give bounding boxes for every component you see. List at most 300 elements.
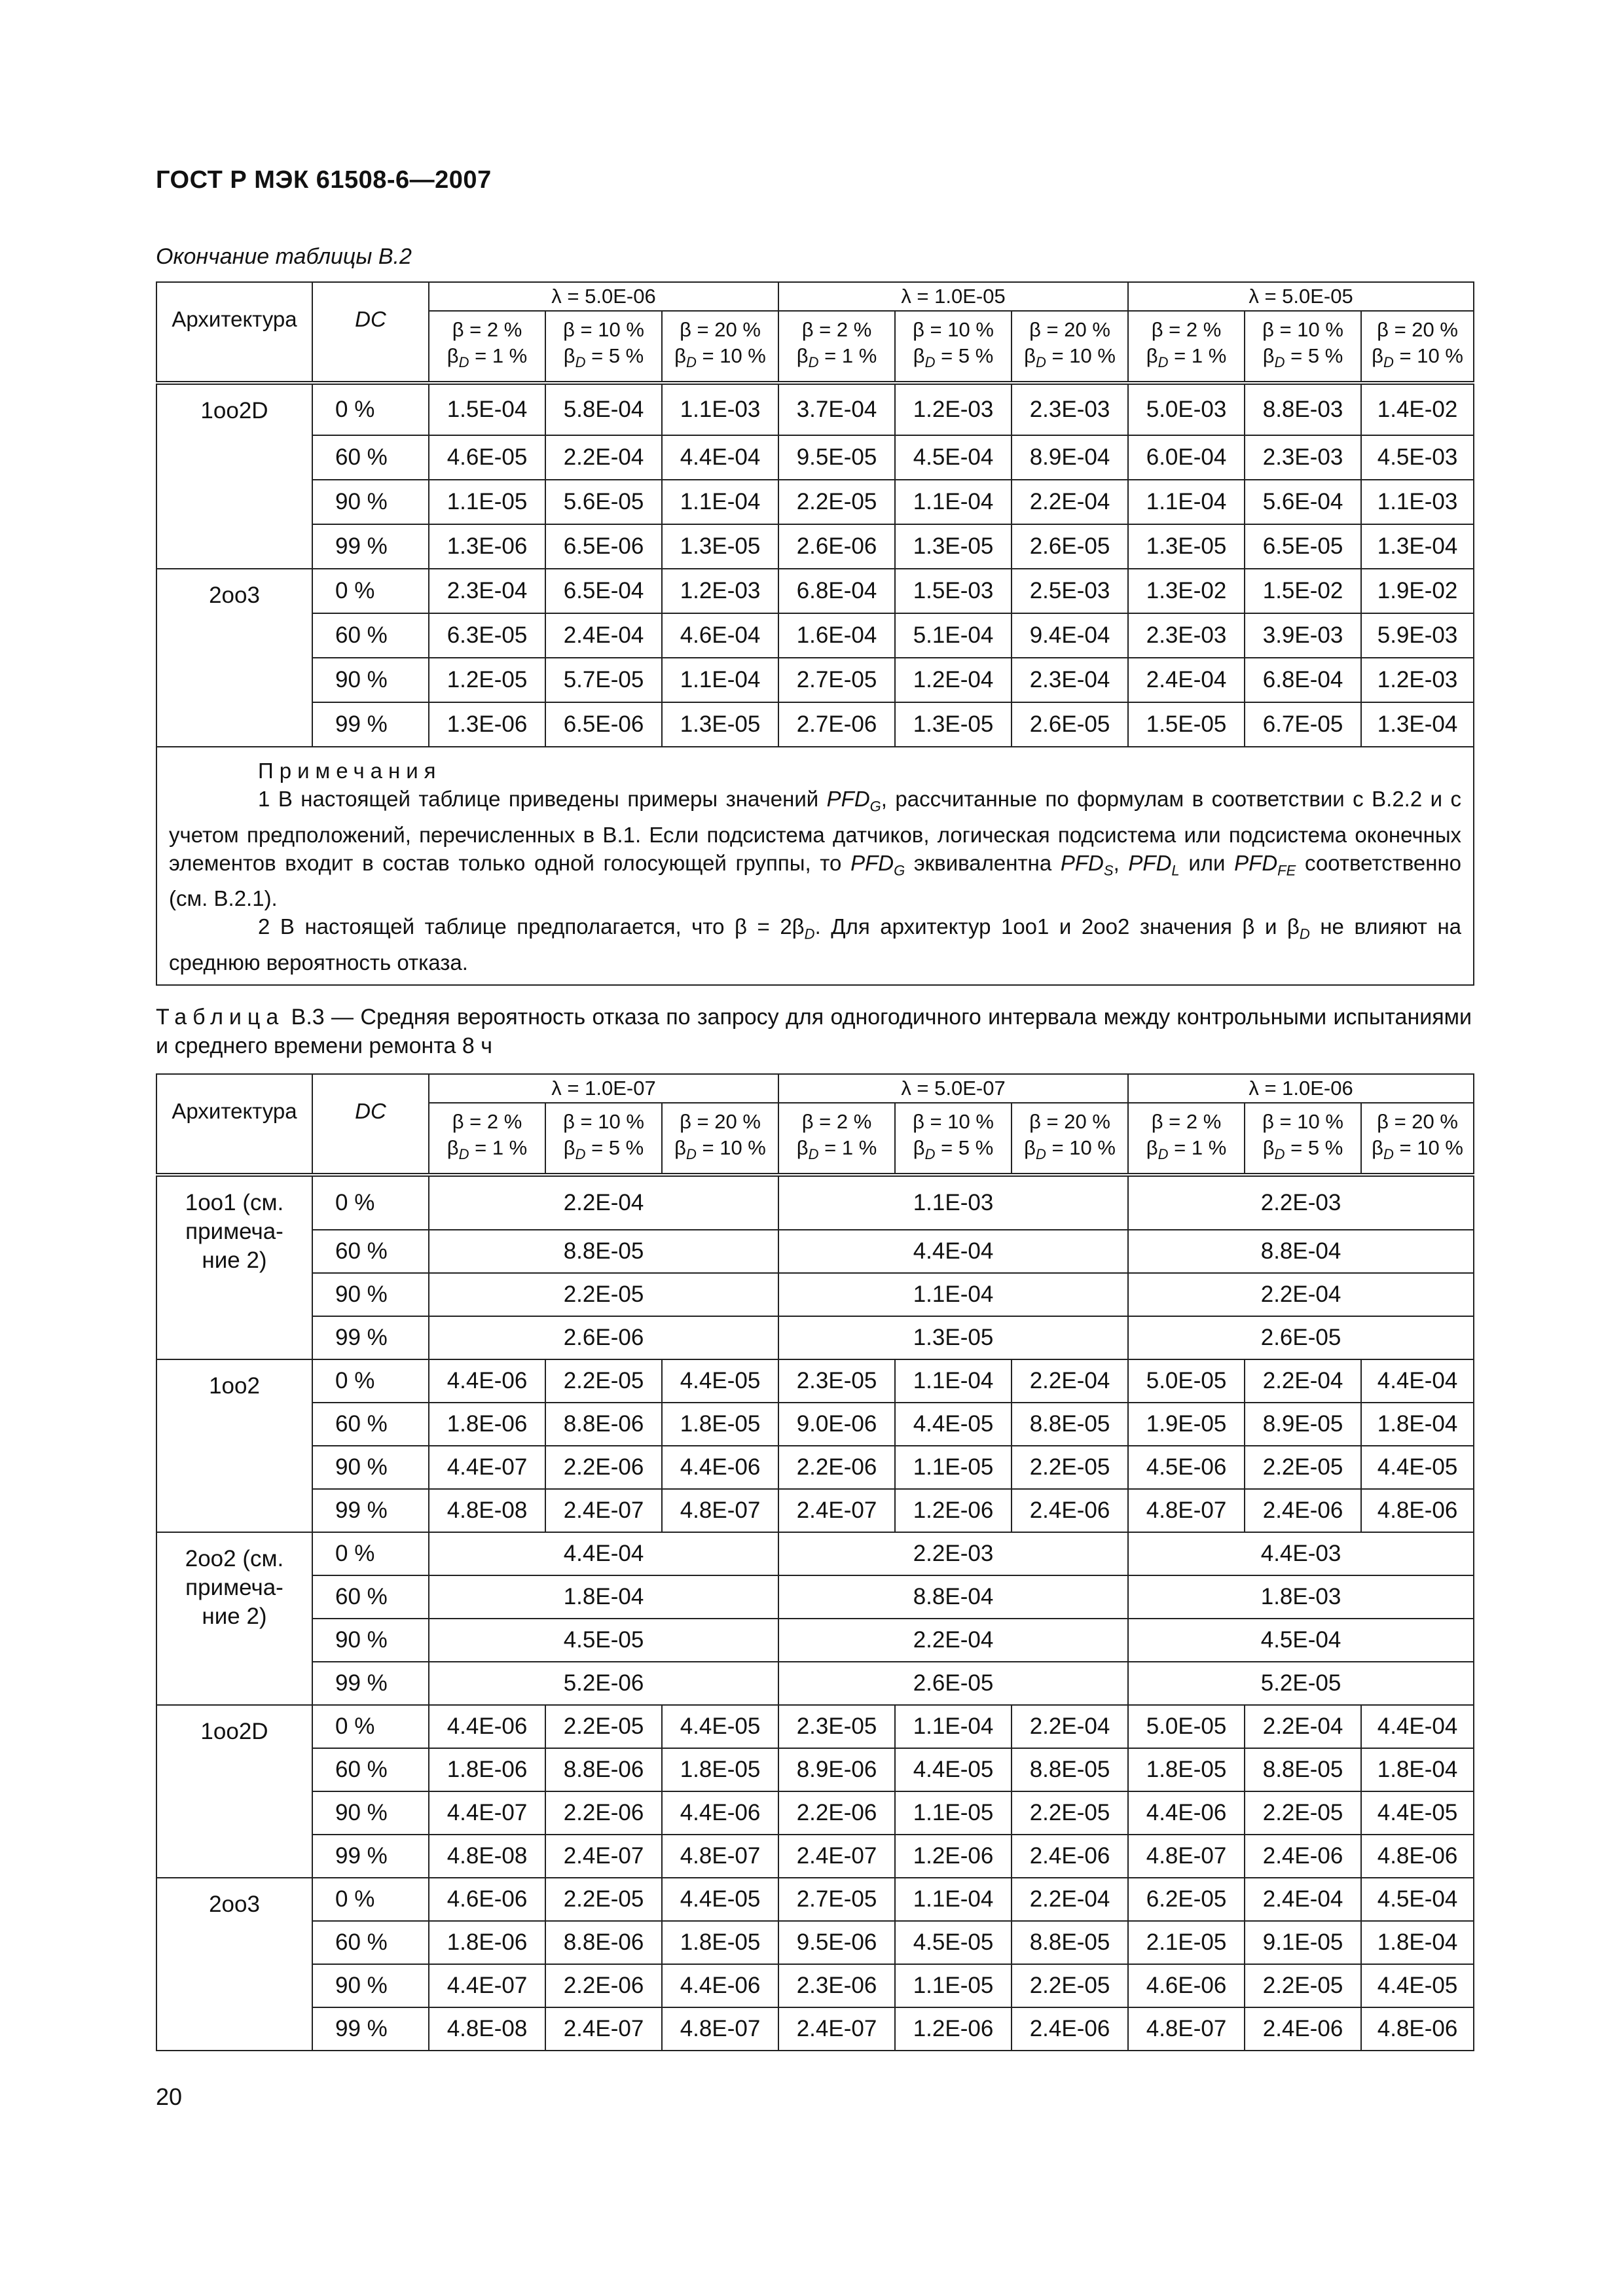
cell-value: 2.2E-05 (1245, 1791, 1361, 1835)
cell-value-merged: 2.2E-03 (778, 1532, 1128, 1575)
cell-value-merged: 2.6E-05 (1128, 1316, 1474, 1359)
note-pfd: PFD (826, 787, 870, 811)
cell-value: 4.8E-06 (1361, 1489, 1474, 1532)
cell-dc: 60 % (312, 1403, 429, 1446)
header-beta-value: β = 2 % (801, 317, 872, 341)
cell-value: 2.2E-05 (1012, 1446, 1128, 1489)
cell-value: 1.3E-06 (429, 702, 545, 747)
cell-dc: 60 % (312, 1921, 429, 1964)
cell-value: 4.4E-06 (662, 1791, 778, 1835)
header-beta-value: β = 2 % (452, 317, 522, 341)
header-beta-cell (429, 1103, 545, 1175)
cell-value: 1.6E-04 (778, 613, 895, 658)
cell-value: 6.8E-04 (1245, 658, 1361, 702)
cell-value: 1.8E-05 (662, 1748, 778, 1791)
cell-value: 1.2E-03 (662, 569, 778, 613)
cell-value: 4.8E-06 (1361, 2007, 1474, 2051)
cell-value: 2.2E-05 (545, 1359, 662, 1403)
cell-value: 8.8E-05 (1245, 1748, 1361, 1791)
cell-value: 4.8E-07 (662, 1489, 778, 1532)
cell-value: 6.8E-04 (778, 569, 895, 613)
cell-value: 5.6E-05 (545, 480, 662, 524)
header-architecture: Архитектура (156, 282, 312, 383)
page-number: 20 (156, 2083, 183, 2110)
cell-value: 6.0E-04 (1128, 435, 1245, 480)
cell-value: 1.2E-06 (895, 2007, 1012, 2051)
cell-value: 9.5E-06 (778, 1921, 895, 1964)
beta-subscript-d: D (1383, 354, 1394, 371)
header-beta-value: β = 10 % (913, 1109, 994, 1133)
notes-row (156, 747, 1474, 985)
note-text: или (1179, 850, 1235, 875)
cell-dc: 0 % (312, 569, 429, 613)
cell-value: 2.2E-05 (1245, 1964, 1361, 2007)
cell-value-merged: 5.2E-05 (1128, 1662, 1474, 1705)
cell-value: 1.8E-06 (429, 1748, 545, 1791)
beta-subscript-d: D (1036, 354, 1046, 371)
cell-value: 4.4E-06 (662, 1964, 778, 2007)
header-beta-d (1012, 343, 1127, 376)
cell-value: 6.5E-05 (1245, 524, 1361, 569)
beta-symbol: β (796, 344, 809, 367)
table-row (156, 1619, 1474, 1662)
cell-value-merged: 4.4E-04 (778, 1230, 1128, 1273)
header-beta-cell (1245, 311, 1361, 383)
notes-cell (156, 747, 1474, 985)
cell-value: 2.2E-04 (1012, 1878, 1128, 1921)
beta-subscript-d: D (685, 354, 697, 371)
beta-subscript-d: D (1158, 1146, 1169, 1163)
cell-value: 1.3E-04 (1361, 702, 1474, 747)
note-pfd: PFD (1234, 850, 1278, 875)
table-row (156, 1964, 1474, 2007)
header-beta-d (1012, 1135, 1127, 1168)
cell-value-merged: 4.4E-04 (429, 1532, 778, 1575)
cell-value: 1.1E-05 (895, 1964, 1012, 2007)
header-beta-value: β = 10 % (563, 1109, 644, 1133)
note-text: , рассчитанные по формулам в соответствии с В.2.2 и с учетом предположений, перечисленных в В.1. Если подсистема датчиков, логическая подсистема или подсистема оконечных элементов входит в состав только одной голосующей группы, то (169, 787, 1462, 875)
cell-value: 6.5E-06 (545, 524, 662, 569)
cell-value: 2.2E-06 (545, 1964, 662, 2007)
note-subscript: G (894, 862, 905, 879)
header-row-lambda (156, 1074, 1474, 1103)
cell-dc: 99 % (312, 1662, 429, 1705)
cell-value: 4.8E-07 (662, 1835, 778, 1878)
cell-value: 4.4E-04 (1361, 1359, 1474, 1403)
cell-value: 1.3E-05 (895, 524, 1012, 569)
beta-symbol: β (913, 1136, 925, 1159)
cell-value-merged: 5.2E-06 (429, 1662, 778, 1705)
cell-value: 8.8E-05 (1012, 1921, 1128, 1964)
header-lambda-group: λ = 1.0E-07 (429, 1074, 778, 1103)
cell-value: 4.5E-04 (1361, 1878, 1474, 1921)
header-beta-d (779, 1135, 894, 1168)
cell-value-merged: 1.1E-03 (778, 1175, 1128, 1230)
cell-value-merged: 2.2E-04 (778, 1619, 1128, 1662)
header-beta-d-value: = 1 % (1174, 1136, 1227, 1159)
header-lambda-group: λ = 5.0E-06 (429, 282, 778, 311)
table-b3 (156, 1073, 1474, 2051)
cell-value: 4.8E-08 (429, 1489, 545, 1532)
table-row (156, 1835, 1474, 1878)
table-b2-end (156, 281, 1474, 986)
cell-value-merged: 2.2E-04 (1128, 1273, 1474, 1316)
notes-title: Примечания (258, 759, 442, 783)
header-beta-d-value: = 10 % (1051, 1136, 1116, 1159)
cell-value: 4.4E-05 (1361, 1964, 1474, 2007)
document-header: ГОСТ Р МЭК 61508-6—2007 (156, 166, 492, 194)
header-beta-d (1362, 343, 1473, 376)
cell-dc: 90 % (312, 1446, 429, 1489)
cell-value: 2.4E-07 (778, 2007, 895, 2051)
cell-value: 1.1E-04 (895, 1878, 1012, 1921)
cell-value: 4.8E-07 (1128, 2007, 1245, 2051)
header-beta-d-value: = 1 % (1174, 344, 1227, 367)
cell-value: 1.8E-06 (429, 1921, 545, 1964)
cell-value: 3.7E-04 (778, 383, 895, 435)
cell-value: 2.4E-07 (545, 1489, 662, 1532)
cell-value: 2.3E-03 (1128, 613, 1245, 658)
table-row (156, 658, 1474, 702)
cell-value: 5.8E-04 (545, 383, 662, 435)
cell-dc: 90 % (312, 1791, 429, 1835)
header-beta-d-value: = 10 % (1399, 1136, 1463, 1159)
header-lambda-group: λ = 5.0E-07 (778, 1074, 1128, 1103)
cell-dc: 90 % (312, 658, 429, 702)
header-beta-d-value: = 10 % (1399, 344, 1463, 367)
cell-value: 4.4E-05 (662, 1359, 778, 1403)
header-dc: DC (312, 1074, 429, 1175)
cell-value: 8.9E-06 (778, 1748, 895, 1791)
cell-value: 1.5E-02 (1245, 569, 1361, 613)
cell-value: 2.3E-05 (778, 1705, 895, 1748)
beta-subscript-d: D (1158, 354, 1169, 371)
header-beta-d (429, 343, 545, 376)
header-beta-d-value: = 1 % (824, 1136, 877, 1159)
cell-value: 2.4E-06 (1245, 1489, 1361, 1532)
cell-dc: 60 % (312, 1748, 429, 1791)
cell-dc: 99 % (312, 1316, 429, 1359)
note-text: 2 В настоящей таблице предполагается, что β = 2β (258, 914, 805, 939)
cell-value: 2.2E-06 (545, 1791, 662, 1835)
table-row (156, 1403, 1474, 1446)
beta-subscript-d: D (1274, 354, 1285, 371)
cell-value: 2.1E-05 (1128, 1921, 1245, 1964)
cell-value: 1.1E-05 (895, 1791, 1012, 1835)
cell-value: 4.4E-06 (429, 1705, 545, 1748)
cell-value: 4.4E-05 (1361, 1446, 1474, 1489)
note-text: 1 В настоящей таблице приведены примеры значений (258, 787, 827, 811)
header-beta-cell (662, 311, 778, 383)
table-row (156, 2007, 1474, 2051)
cell-value: 4.4E-05 (895, 1403, 1012, 1446)
header-beta-cell (545, 1103, 662, 1175)
header-beta-d (896, 1135, 1011, 1168)
cell-value-merged: 1.8E-04 (429, 1575, 778, 1619)
cell-value: 2.5E-03 (1012, 569, 1128, 613)
beta-subscript-d: D (1036, 1146, 1046, 1163)
cell-value: 2.2E-04 (1012, 480, 1128, 524)
beta-symbol: β (674, 344, 686, 367)
cell-value: 4.4E-04 (1361, 1705, 1474, 1748)
header-beta-cell (1361, 311, 1474, 383)
header-beta-value: β = 2 % (1151, 1109, 1222, 1133)
cell-value: 2.3E-03 (1245, 435, 1361, 480)
cell-value: 1.1E-04 (895, 480, 1012, 524)
note-text: соответственно (см. В.2.1). (169, 850, 1462, 911)
cell-value-merged: 2.6E-06 (429, 1316, 778, 1359)
cell-value: 1.8E-05 (1128, 1748, 1245, 1791)
cell-value: 2.4E-06 (1245, 1835, 1361, 1878)
cell-value: 4.8E-07 (1128, 1835, 1245, 1878)
table-row (156, 1791, 1474, 1835)
cell-value: 1.3E-02 (1128, 569, 1245, 613)
cell-value: 3.9E-03 (1245, 613, 1361, 658)
cell-dc: 99 % (312, 524, 429, 569)
cell-value: 2.4E-07 (778, 1489, 895, 1532)
cell-value: 8.8E-06 (545, 1921, 662, 1964)
cell-value: 4.4E-06 (662, 1446, 778, 1489)
cell-value: 1.8E-05 (662, 1403, 778, 1446)
beta-symbol: β (674, 1136, 686, 1159)
header-beta-value: β = 20 % (1377, 317, 1458, 341)
beta-symbol: β (447, 1136, 459, 1159)
beta-subscript-d: D (924, 1146, 936, 1163)
header-beta-d-value: = 10 % (702, 344, 766, 367)
header-beta-d-value: = 5 % (1290, 1136, 1343, 1159)
table-row (156, 524, 1474, 569)
table-row (156, 702, 1474, 747)
cell-value: 2.4E-06 (1245, 2007, 1361, 2051)
table-row (156, 435, 1474, 480)
cell-value: 9.4E-04 (1012, 613, 1128, 658)
header-beta-cell (1128, 311, 1245, 383)
cell-value: 8.8E-06 (545, 1403, 662, 1446)
beta-symbol: β (1372, 344, 1384, 367)
header-beta-cell (1012, 311, 1128, 383)
cell-dc: 60 % (312, 1230, 429, 1273)
cell-value: 5.1E-04 (895, 613, 1012, 658)
cell-dc: 90 % (312, 1964, 429, 2007)
note-pfd: PFD (850, 850, 894, 875)
cell-value: 2.4E-07 (778, 1835, 895, 1878)
header-beta-d-value: = 5 % (941, 344, 994, 367)
cell-dc: 0 % (312, 1359, 429, 1403)
cell-value: 2.2E-05 (545, 1705, 662, 1748)
cell-value: 4.4E-06 (429, 1359, 545, 1403)
cell-value: 1.2E-03 (1361, 658, 1474, 702)
header-beta-value: β = 20 % (1029, 317, 1110, 341)
cell-value: 2.6E-05 (1012, 702, 1128, 747)
cell-value: 2.4E-04 (1245, 1878, 1361, 1921)
header-beta-cell (778, 311, 895, 383)
cell-value: 2.2E-05 (778, 480, 895, 524)
header-beta-value: β = 10 % (913, 317, 994, 341)
cell-value: 1.1E-03 (1361, 480, 1474, 524)
cell-value: 1.8E-04 (1361, 1748, 1474, 1791)
header-beta-d (896, 343, 1011, 376)
beta-subscript-d: D (808, 354, 819, 371)
cell-value: 6.7E-05 (1245, 702, 1361, 747)
note-text: , (1113, 850, 1129, 875)
beta-subscript-d: D (575, 354, 586, 371)
cell-value: 4.4E-05 (1361, 1791, 1474, 1835)
cell-value-merged: 1.8E-03 (1128, 1575, 1474, 1619)
cell-value: 2.4E-04 (545, 613, 662, 658)
cell-value: 8.8E-05 (1012, 1748, 1128, 1791)
cell-value: 2.4E-06 (1012, 1489, 1128, 1532)
cell-dc: 90 % (312, 1273, 429, 1316)
note-subscript: D (1299, 925, 1310, 942)
cell-value: 8.9E-05 (1245, 1403, 1361, 1446)
cell-value: 2.2E-06 (778, 1446, 895, 1489)
cell-value-merged: 8.8E-04 (1128, 1230, 1474, 1273)
cell-value: 9.5E-05 (778, 435, 895, 480)
cell-value: 1.3E-05 (1128, 524, 1245, 569)
cell-value: 2.3E-06 (778, 1964, 895, 2007)
cell-value: 1.1E-03 (662, 383, 778, 435)
cell-value: 1.5E-05 (1128, 702, 1245, 747)
note-text: не влияют на среднюю вероятность отказа. (169, 914, 1462, 975)
table-row (156, 1662, 1474, 1705)
cell-value: 1.4E-02 (1361, 383, 1474, 435)
note-1 (169, 785, 1461, 912)
table-row (156, 1359, 1474, 1403)
cell-value: 1.3E-06 (429, 524, 545, 569)
cell-value: 1.2E-03 (895, 383, 1012, 435)
header-beta-value: β = 20 % (1377, 1109, 1458, 1133)
beta-subscript-d: D (1383, 1146, 1394, 1163)
cell-value: 4.6E-06 (429, 1878, 545, 1921)
cell-value: 1.3E-05 (895, 702, 1012, 747)
note-pfd: PFD (1060, 850, 1104, 875)
table-row (156, 1273, 1474, 1316)
cell-value: 9.0E-06 (778, 1403, 895, 1446)
cell-dc: 60 % (312, 613, 429, 658)
cell-value: 1.1E-04 (662, 480, 778, 524)
cell-value: 2.2E-04 (1012, 1705, 1128, 1748)
header-lambda-group: λ = 5.0E-05 (1128, 282, 1474, 311)
cell-value: 2.2E-06 (778, 1791, 895, 1835)
header-beta-cell (662, 1103, 778, 1175)
header-beta-cell (778, 1103, 895, 1175)
table-row (156, 1316, 1474, 1359)
cell-value: 1.5E-03 (895, 569, 1012, 613)
cell-value: 1.2E-05 (429, 658, 545, 702)
cell-value: 2.6E-06 (778, 524, 895, 569)
cell-value: 4.8E-07 (662, 2007, 778, 2051)
cell-dc: 0 % (312, 1175, 429, 1230)
header-beta-value: β = 20 % (1029, 1109, 1110, 1133)
cell-value: 2.2E-04 (1012, 1359, 1128, 1403)
beta-subscript-d: D (575, 1146, 586, 1163)
cell-value: 1.9E-02 (1361, 569, 1474, 613)
header-beta-value: β = 20 % (680, 317, 761, 341)
table-row (156, 1230, 1474, 1273)
cell-value: 1.3E-04 (1361, 524, 1474, 569)
cell-value: 2.2E-05 (1012, 1791, 1128, 1835)
table-row (156, 1748, 1474, 1791)
cell-value: 1.1E-04 (662, 658, 778, 702)
header-beta-value: β = 2 % (1151, 317, 1222, 341)
table2-caption-label: Таблица (156, 1005, 285, 1030)
cell-value: 4.5E-04 (895, 435, 1012, 480)
note-subscript: L (1171, 862, 1180, 879)
header-beta-d (429, 1135, 545, 1168)
cell-dc: 0 % (312, 1705, 429, 1748)
cell-value-merged: 4.5E-04 (1128, 1619, 1474, 1662)
header-beta-cell (895, 1103, 1012, 1175)
cell-dc: 99 % (312, 2007, 429, 2051)
cell-value: 2.2E-04 (1245, 1359, 1361, 1403)
beta-symbol: β (1262, 1136, 1275, 1159)
cell-value: 2.3E-04 (1012, 658, 1128, 702)
cell-value: 2.4E-07 (545, 1835, 662, 1878)
header-beta-value: β = 10 % (1262, 317, 1343, 341)
header-architecture: Архитектура (156, 1074, 312, 1175)
cell-value: 1.3E-05 (662, 702, 778, 747)
cell-value: 2.3E-04 (429, 569, 545, 613)
cell-value: 4.6E-06 (1128, 1964, 1245, 2007)
cell-value-merged: 2.6E-05 (778, 1662, 1128, 1705)
note-subscript: S (1103, 862, 1114, 879)
cell-value: 1.9E-05 (1128, 1403, 1245, 1446)
cell-architecture: 2oo3 (156, 569, 312, 747)
header-beta-d-value: = 5 % (1290, 344, 1343, 367)
cell-value-merged: 4.4E-03 (1128, 1532, 1474, 1575)
cell-value: 1.1E-05 (429, 480, 545, 524)
cell-value: 1.2E-06 (895, 1489, 1012, 1532)
cell-dc: 60 % (312, 1575, 429, 1619)
cell-value: 8.8E-03 (1245, 383, 1361, 435)
beta-symbol: β (563, 344, 575, 367)
cell-dc: 99 % (312, 1835, 429, 1878)
cell-value: 8.8E-06 (545, 1748, 662, 1791)
cell-value: 5.0E-03 (1128, 383, 1245, 435)
header-beta-value: β = 2 % (452, 1109, 522, 1133)
cell-value: 4.4E-07 (429, 1964, 545, 2007)
cell-value: 2.3E-05 (778, 1359, 895, 1403)
beta-symbol: β (1262, 344, 1275, 367)
cell-value: 4.4E-05 (895, 1748, 1012, 1791)
table-row (156, 613, 1474, 658)
cell-value: 2.2E-05 (1012, 1964, 1128, 2007)
header-beta-value: β = 10 % (563, 317, 644, 341)
header-beta-d (546, 1135, 661, 1168)
cell-value: 4.8E-08 (429, 2007, 545, 2051)
cell-architecture: 2oo2 (см. примеча-ние 2) (156, 1532, 312, 1705)
cell-value: 5.0E-05 (1128, 1359, 1245, 1403)
beta-symbol: β (1146, 344, 1158, 367)
cell-value: 4.8E-06 (1361, 1835, 1474, 1878)
cell-value: 5.9E-03 (1361, 613, 1474, 658)
header-beta-value: β = 20 % (680, 1109, 761, 1133)
cell-value: 2.2E-05 (1245, 1446, 1361, 1489)
cell-dc: 99 % (312, 1489, 429, 1532)
header-lambda-group: λ = 1.0E-06 (1128, 1074, 1474, 1103)
cell-value: 8.9E-04 (1012, 435, 1128, 480)
cell-dc: 60 % (312, 435, 429, 480)
cell-value: 4.4E-06 (1128, 1791, 1245, 1835)
cell-value: 4.5E-03 (1361, 435, 1474, 480)
header-beta-cell (545, 311, 662, 383)
cell-value: 1.1E-04 (895, 1705, 1012, 1748)
note-subscript: D (804, 925, 815, 942)
cell-value: 4.6E-05 (429, 435, 545, 480)
cell-value: 2.4E-06 (1012, 1835, 1128, 1878)
cell-value-merged: 8.8E-04 (778, 1575, 1128, 1619)
cell-value: 2.3E-03 (1012, 383, 1128, 435)
